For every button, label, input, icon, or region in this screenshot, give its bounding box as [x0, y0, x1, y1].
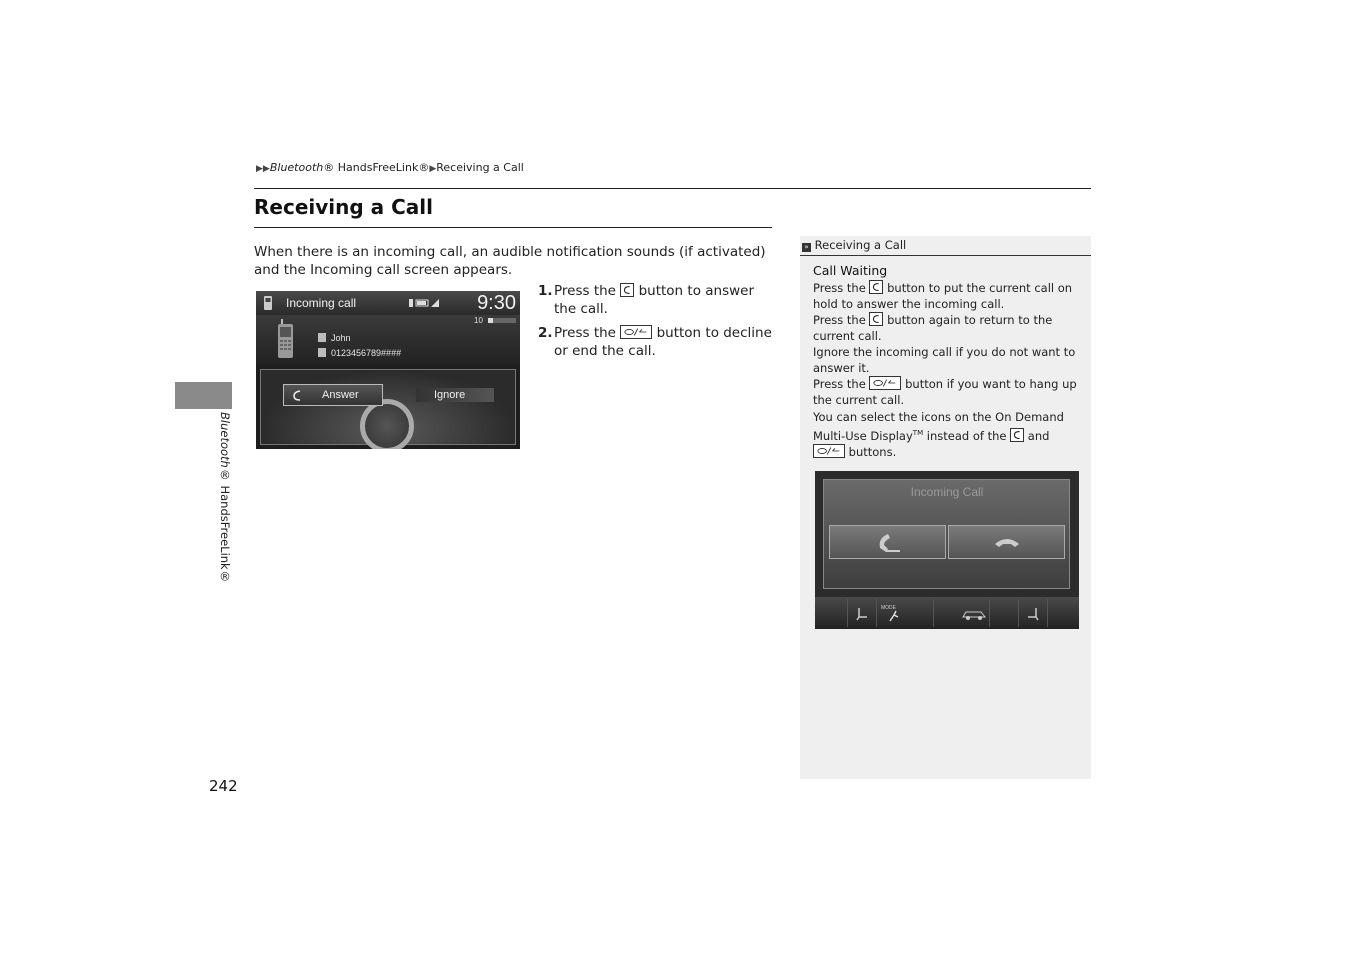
title-rule: [254, 227, 772, 228]
text: button if you want to hang up the current call.: [813, 377, 1077, 407]
fan-icon: [887, 609, 901, 623]
sidebar-para: [813, 312, 1083, 344]
pickup-icon: [292, 390, 302, 401]
text: You can select the icons on the On Demand Multi-Use Display: [813, 410, 1064, 443]
text: buttons.: [848, 444, 897, 459]
sidebar-para: [813, 376, 1083, 408]
step-text: Press the: [554, 283, 616, 299]
answer-label: Answer: [322, 389, 359, 401]
section-tab-bluetooth: Bluetooth: [218, 412, 232, 468]
bar-divider: [1047, 599, 1048, 627]
step-1: [538, 283, 774, 318]
section-tab: [175, 382, 232, 409]
text: button to put the current call on hold to answer the incoming call.: [813, 281, 1073, 311]
hangup-back-icon: [620, 325, 652, 339]
bar-divider: [1018, 599, 1019, 627]
car-icon: [961, 607, 987, 621]
hangup-tile: [948, 525, 1065, 559]
hangup-back-icon: [869, 376, 901, 390]
sidebar-rule: [800, 255, 1091, 256]
step-2: [538, 325, 774, 360]
hangup-icon: [993, 536, 1021, 550]
seat-icon: [1026, 607, 1040, 621]
pickup-icon: [874, 532, 902, 554]
sidebar-body: [813, 263, 1083, 460]
sidebar-header: [802, 238, 906, 252]
volume-level: 10: [474, 316, 483, 325]
sidebar-para: [813, 280, 1083, 312]
breadcrumb-arrows: ▶▶: [256, 164, 270, 174]
handset-icon: [276, 319, 296, 359]
section-tab-handsfreelink: ® HandsFreeLink®: [218, 467, 232, 584]
page-title: Receiving a Call: [254, 195, 433, 219]
on-demand-display-image: [815, 471, 1079, 629]
top-rule: [254, 188, 1091, 189]
sidebar-subheading: Call Waiting: [813, 263, 888, 278]
selector-knob: [360, 399, 414, 449]
pickup-icon: [1010, 428, 1024, 442]
screen-title: Incoming call: [286, 296, 357, 310]
step-text: button to decline or end the call.: [554, 325, 772, 359]
text: instead of the: [926, 428, 1007, 443]
step-number: 2.: [538, 325, 553, 341]
bar-divider: [933, 599, 934, 627]
intro-paragraph: When there is an incoming call, an audible notification sounds (if activated) and the Incoming call screen appears.: [254, 244, 766, 278]
incoming-call-screen-image: [256, 291, 520, 449]
pickup-icon: [869, 280, 883, 294]
breadcrumb: [256, 161, 524, 174]
step-text: button to answer the call.: [554, 283, 755, 317]
answer-option: [283, 384, 383, 406]
answer-tile: [829, 525, 946, 559]
text: Press the: [813, 313, 866, 327]
sidebar-para: Ignore the incoming call if you do not want to answer it.: [813, 345, 1076, 375]
breadcrumb-current: Receiving a Call: [436, 161, 524, 174]
mode-label: MODE: [881, 605, 896, 611]
seat-icon: [855, 607, 869, 621]
pickup-icon: [869, 312, 883, 326]
caller-name: John: [331, 333, 351, 343]
sidebar-header-text: Receiving a Call: [814, 238, 907, 252]
bar-divider: [847, 599, 848, 627]
section-tab-label: [218, 412, 232, 584]
text: Press the: [813, 377, 866, 391]
note-marker-icon: »: [802, 243, 811, 252]
caller-number: 0123456789####: [331, 348, 402, 358]
bar-divider: [876, 599, 877, 627]
text: button again to return to the current call.: [813, 313, 1053, 343]
breadcrumb-bluetooth: Bluetooth: [269, 161, 324, 174]
page-number: 242: [209, 777, 238, 795]
sidebar-para: [813, 409, 1083, 460]
volume-bar: [488, 318, 516, 323]
pickup-icon: [620, 283, 634, 297]
screen-clock: 9:30: [477, 292, 516, 314]
step-text: Press the: [554, 325, 616, 341]
ignore-option: Ignore: [434, 389, 466, 401]
breadcrumb-handsfreelink: ® HandsFreeLink®: [323, 161, 430, 174]
panel-title: Incoming Call: [910, 485, 984, 499]
contact-icon: [318, 333, 326, 342]
phone-icon: [262, 295, 274, 311]
step-number: 1.: [538, 283, 553, 299]
bar-divider: [989, 599, 990, 627]
steps-list: [538, 283, 774, 367]
screen-header: [256, 291, 520, 316]
number-icon: [318, 348, 326, 357]
hangup-back-icon: [813, 444, 845, 458]
status-icons: [409, 298, 439, 308]
breadcrumb-arrow: ▶: [429, 164, 437, 174]
text: Press the: [813, 281, 866, 295]
text: and: [1027, 428, 1050, 443]
trademark: TM: [912, 429, 924, 437]
